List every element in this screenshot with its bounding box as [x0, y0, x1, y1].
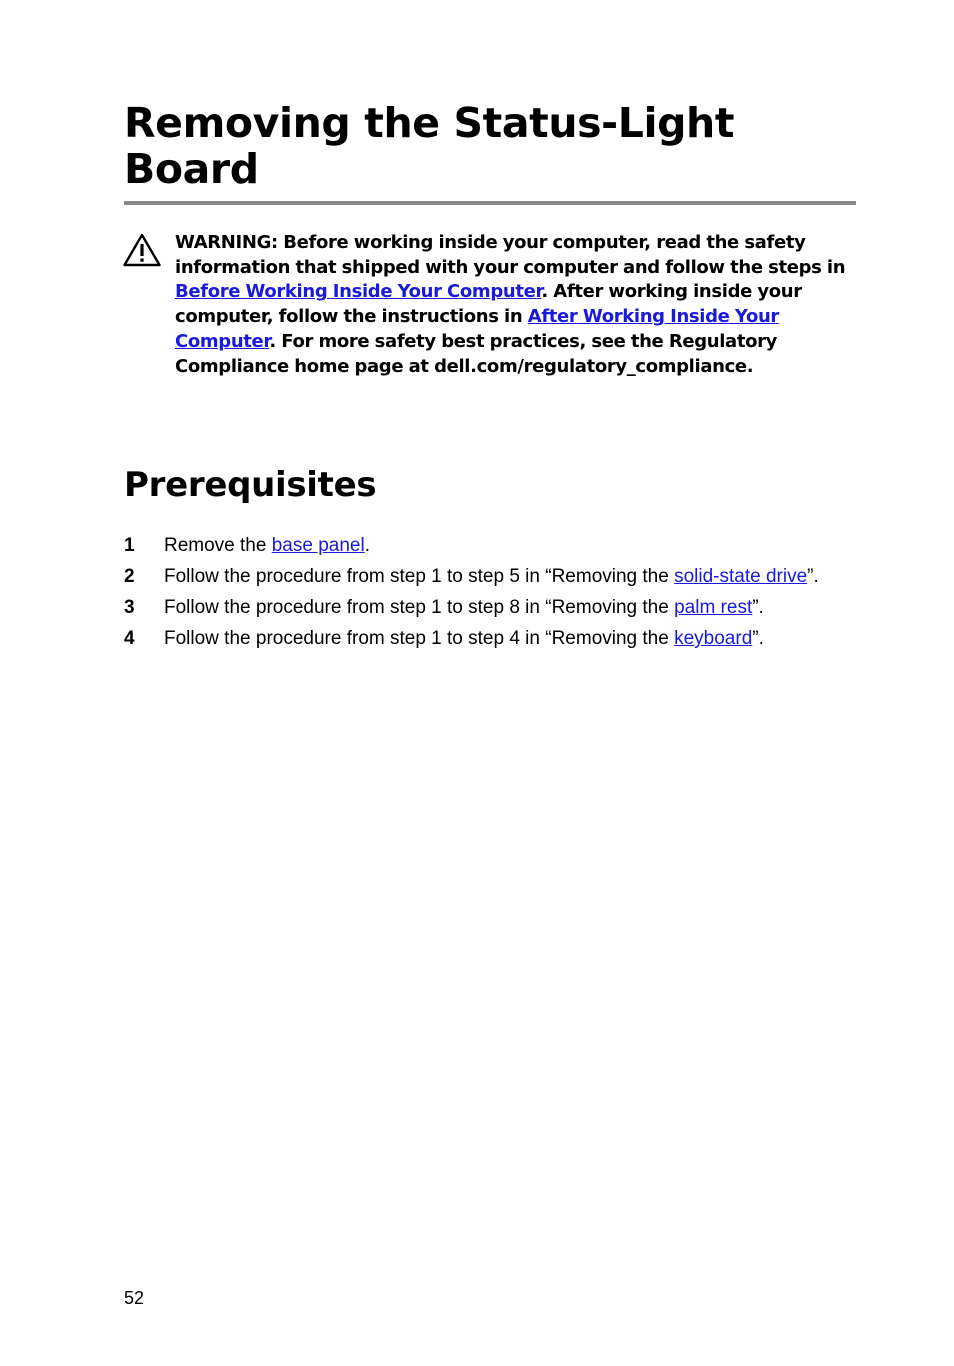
step-number: 2 [124, 566, 135, 587]
step-text-end: ”. [752, 628, 764, 649]
step-text-end: ”. [807, 566, 819, 587]
step-text-end: . [364, 535, 370, 556]
solid-state-drive-link[interactable]: solid-state drive [674, 566, 808, 587]
warning-text-part: . After working inside your computer, follow the instructions in [175, 281, 802, 328]
warning-text [175, 231, 865, 379]
step-number: 4 [124, 628, 135, 649]
prerequisite-step [124, 627, 864, 651]
step-text-end: ”. [752, 597, 764, 618]
prerequisite-step [124, 534, 864, 558]
after-working-link[interactable]: After Working Inside Your Computer [175, 306, 779, 352]
prerequisite-step [124, 596, 864, 620]
prerequisite-step [124, 565, 864, 589]
page-number: 52 [124, 1288, 145, 1308]
step-text: Follow the procedure from step 1 to step 8 in “Removing the [164, 597, 675, 618]
step-text: Follow the procedure from step 1 to step 4 in “Removing the [164, 628, 675, 649]
step-text: Follow the procedure from step 1 to step 5 in “Removing the [164, 566, 675, 587]
palm-rest-link[interactable]: palm rest [674, 597, 753, 618]
warning-text-part: . For more safety best practices, see the Regulatory Compliance home page at dell.com/regulatory_compliance. [175, 330, 777, 377]
prerequisites-heading: Prerequisites [124, 465, 377, 505]
base-panel-link[interactable]: base panel [271, 535, 365, 556]
warning-text-part: Before working inside your computer, read the safety information that shipped with your computer and follow the steps in [175, 232, 846, 278]
step-number: 3 [124, 597, 135, 618]
warning-label: WARNING: [175, 232, 278, 253]
before-working-link[interactable]: Before Working Inside Your Computer [175, 281, 542, 303]
page-title: Removing the Status-Light Board [124, 99, 735, 193]
keyboard-link[interactable]: keyboard [674, 628, 753, 649]
step-number: 1 [124, 535, 135, 556]
title-divider [124, 201, 856, 205]
warning-triangle-icon [123, 233, 161, 267]
step-text: Remove the [164, 535, 272, 556]
prerequisites-list [124, 534, 864, 658]
